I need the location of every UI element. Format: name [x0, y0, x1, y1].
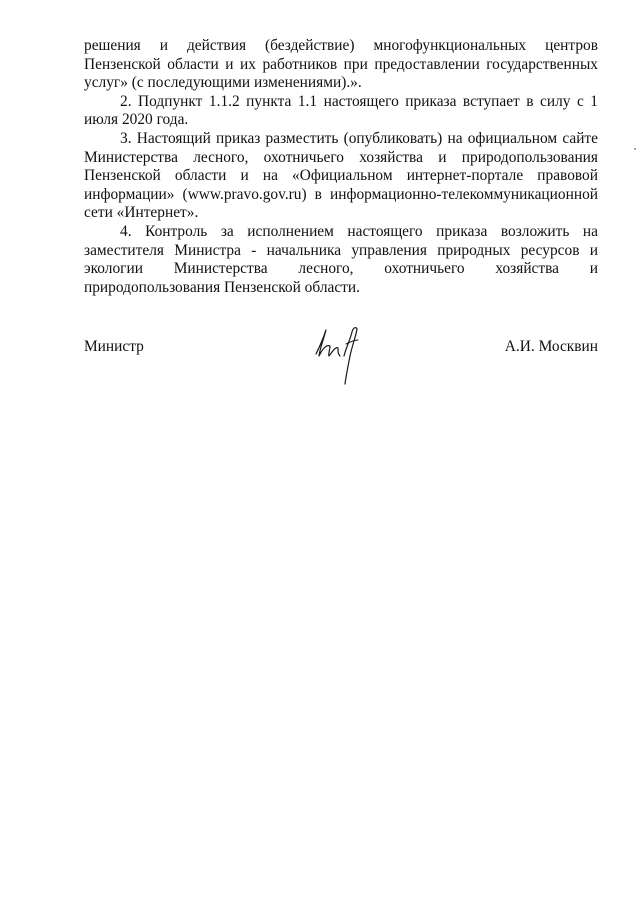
- margin-speck: [634, 148, 636, 150]
- paragraph-item-3: 3. Настоящий приказ разместить (опубликовать) на официальном сайте Министерства лесного, охотничьего хозяйства и природопользования Пензенской области и на «Официальном интернет-портале правовой информации» (www.pravo.gov.ru) в информационно-телекоммуникационной сети «Интернет».: [84, 129, 598, 222]
- document-body: [84, 37, 598, 297]
- paragraph-item-4: 4. Контроль за исполнением настоящего приказа возложить на заместителя Министра - начальника управления природных ресурсов и экологии Министерства лесного, охотничьего хозяйства и природопользования Пензенской области.: [84, 222, 598, 296]
- handwritten-signature: [310, 324, 380, 386]
- signatory-name: А.И. Москвин: [504, 338, 598, 355]
- paragraph-continuation: решения и действия (бездействие) многофункциональных центров Пензенской области и их работников при предоставлении государственных услуг» (с последующими изменениями).».: [84, 37, 598, 92]
- signature-block: [84, 334, 598, 394]
- paragraph-item-2: 2. Подпункт 1.1.2 пункта 1.1 настоящего приказа вступает в силу с 1 июля 2020 года.: [84, 92, 598, 129]
- signatory-role: Министр: [84, 338, 144, 355]
